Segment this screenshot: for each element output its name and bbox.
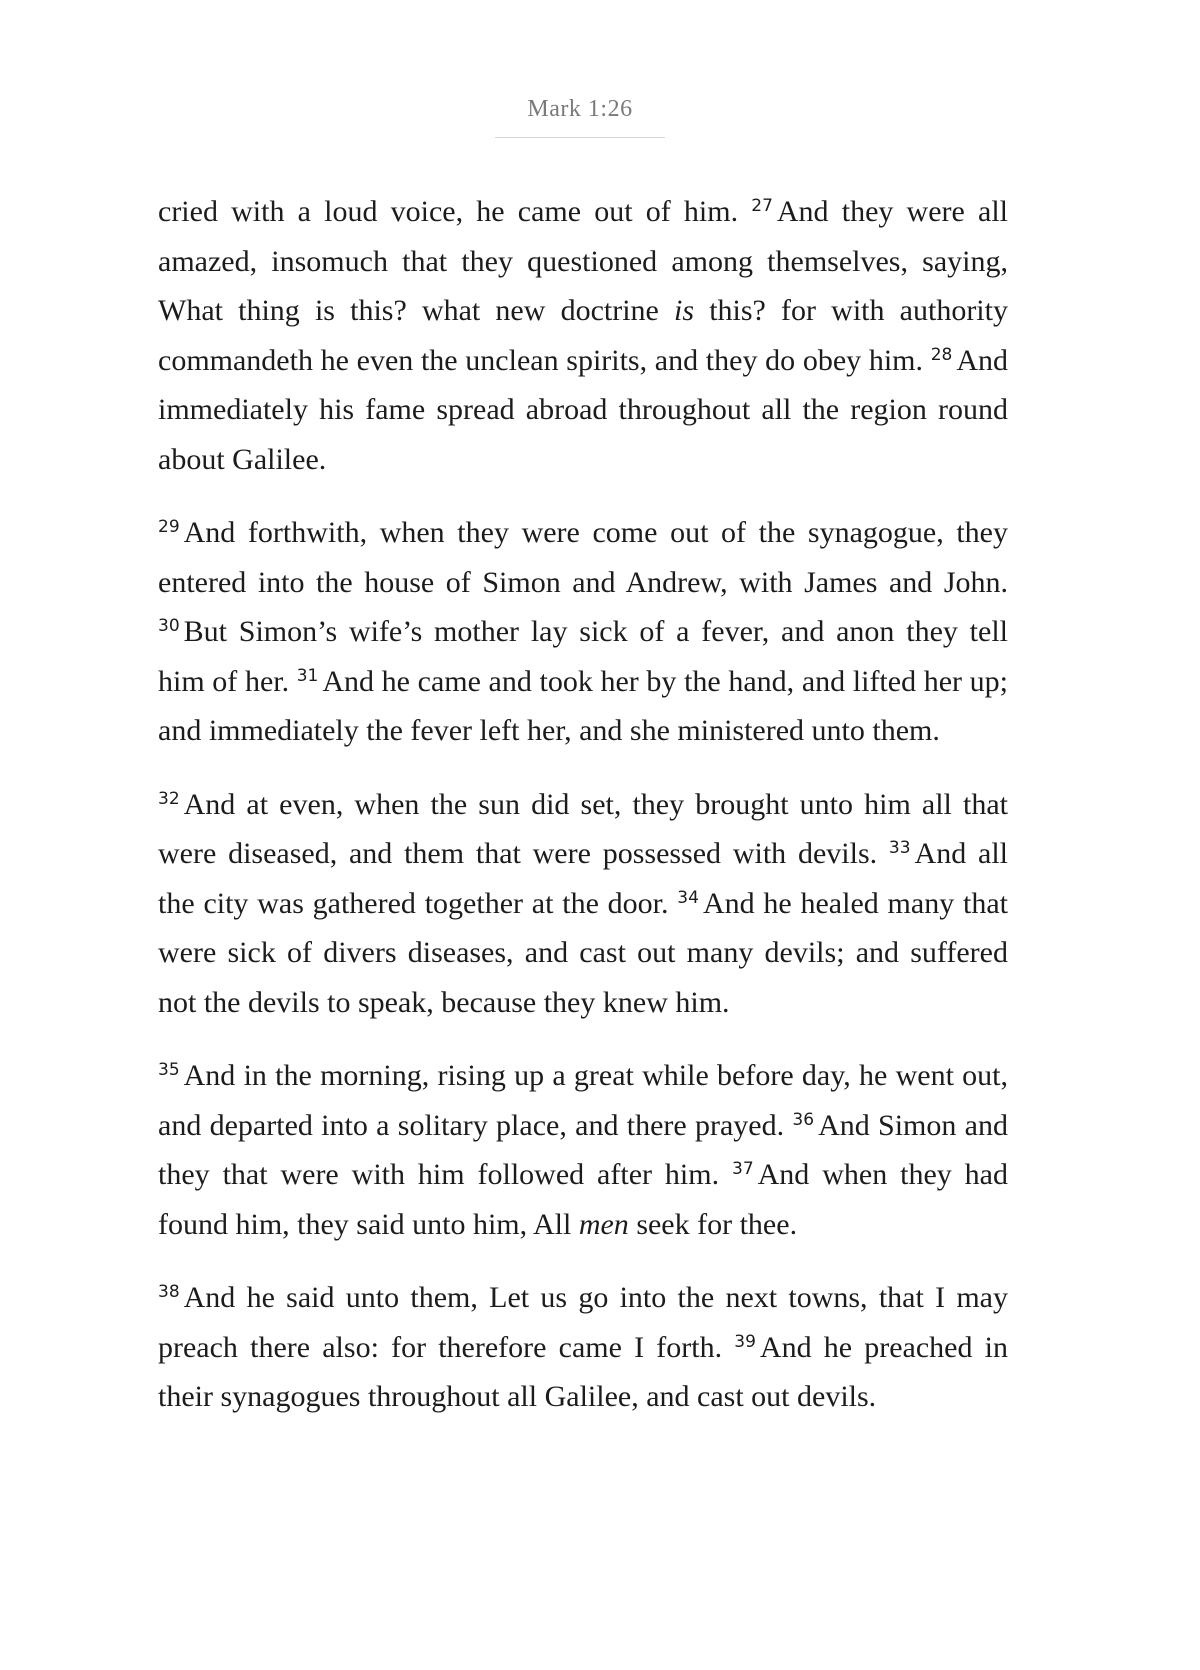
verse-number: 32: [158, 788, 180, 809]
verse-text: And Simon and they that were with him followed after him.: [158, 1108, 1008, 1191]
verse-number: 31: [296, 665, 319, 686]
verse-text: And in the morning, rising up a great while before day, he went out, and departed into a solitary place, and there prayed.: [158, 1059, 1008, 1142]
header-divider: [495, 137, 665, 138]
paragraph: [158, 187, 1008, 484]
verse-text: And he came and took her by the hand, and lifted her up; and immediately the fever left her, and she ministered unto them.: [158, 664, 1009, 747]
verse-number: 36: [792, 1109, 815, 1130]
verse-text: cried with a loud voice, he came out of him.: [158, 195, 752, 228]
verse-text: And forthwith, when they were come out of the synagogue, they entered into the house of Simon and Andrew, with James and John.: [158, 516, 1008, 599]
verse-text: And at even, when the sun did set, they brought unto him all that were diseased, and them that were possessed with devils.: [158, 787, 1008, 870]
scripture-text: [158, 187, 1008, 1446]
italic-word: is: [674, 294, 695, 327]
verse-number: 29: [158, 517, 180, 537]
paragraph: [158, 508, 1008, 756]
verse-number: 27: [751, 196, 773, 216]
verse-number: 30: [158, 616, 180, 636]
verse-text: And he said unto them, Let us go into the next towns, that I may preach there also: for therefore came I forth.: [158, 1281, 1008, 1364]
verse-text: And all the city was gathered together at the door.: [158, 837, 1008, 920]
verse-text: this? for with authority commandeth he even the unclean spirits, and they do obey him.: [158, 294, 1008, 377]
verse-number: 37: [732, 1159, 754, 1179]
page-title: Mark 1:26: [527, 96, 633, 122]
verse-text: But Simon’s wife’s mother lay sick of a fever, and anon they tell him of her.: [158, 615, 1008, 698]
paragraph: [158, 1273, 1008, 1422]
verse-text: And they were all amazed, insomuch that they questioned among themselves, saying, What thing is this? what new doctrine: [158, 195, 1009, 327]
paragraph: [158, 780, 1008, 1028]
verse-text: And when they had found him, they said unto him, All: [158, 1158, 1008, 1241]
verse-text: seek for thee.: [628, 1207, 798, 1241]
verse-text: And he preached in their synagogues throughout all Galilee, and cast out devils.: [158, 1330, 1008, 1413]
verse-text: And he healed many that were sick of divers diseases, and cast out many devils; and suffered not the devils to speak, because they knew him.: [158, 886, 1008, 1019]
verse-number: 38: [158, 1282, 180, 1302]
paragraph: [158, 1051, 1008, 1249]
verse-text: And immediately his fame spread abroad throughout all the region round about Galilee.: [158, 343, 1008, 476]
verse-number: 34: [677, 887, 699, 908]
verse-number: 28: [930, 344, 953, 365]
page-header: [0, 96, 1160, 138]
italic-word: men: [578, 1207, 629, 1241]
verse-number: 39: [734, 1331, 756, 1352]
verse-number: 33: [888, 838, 911, 858]
verse-number: 35: [158, 1060, 180, 1080]
